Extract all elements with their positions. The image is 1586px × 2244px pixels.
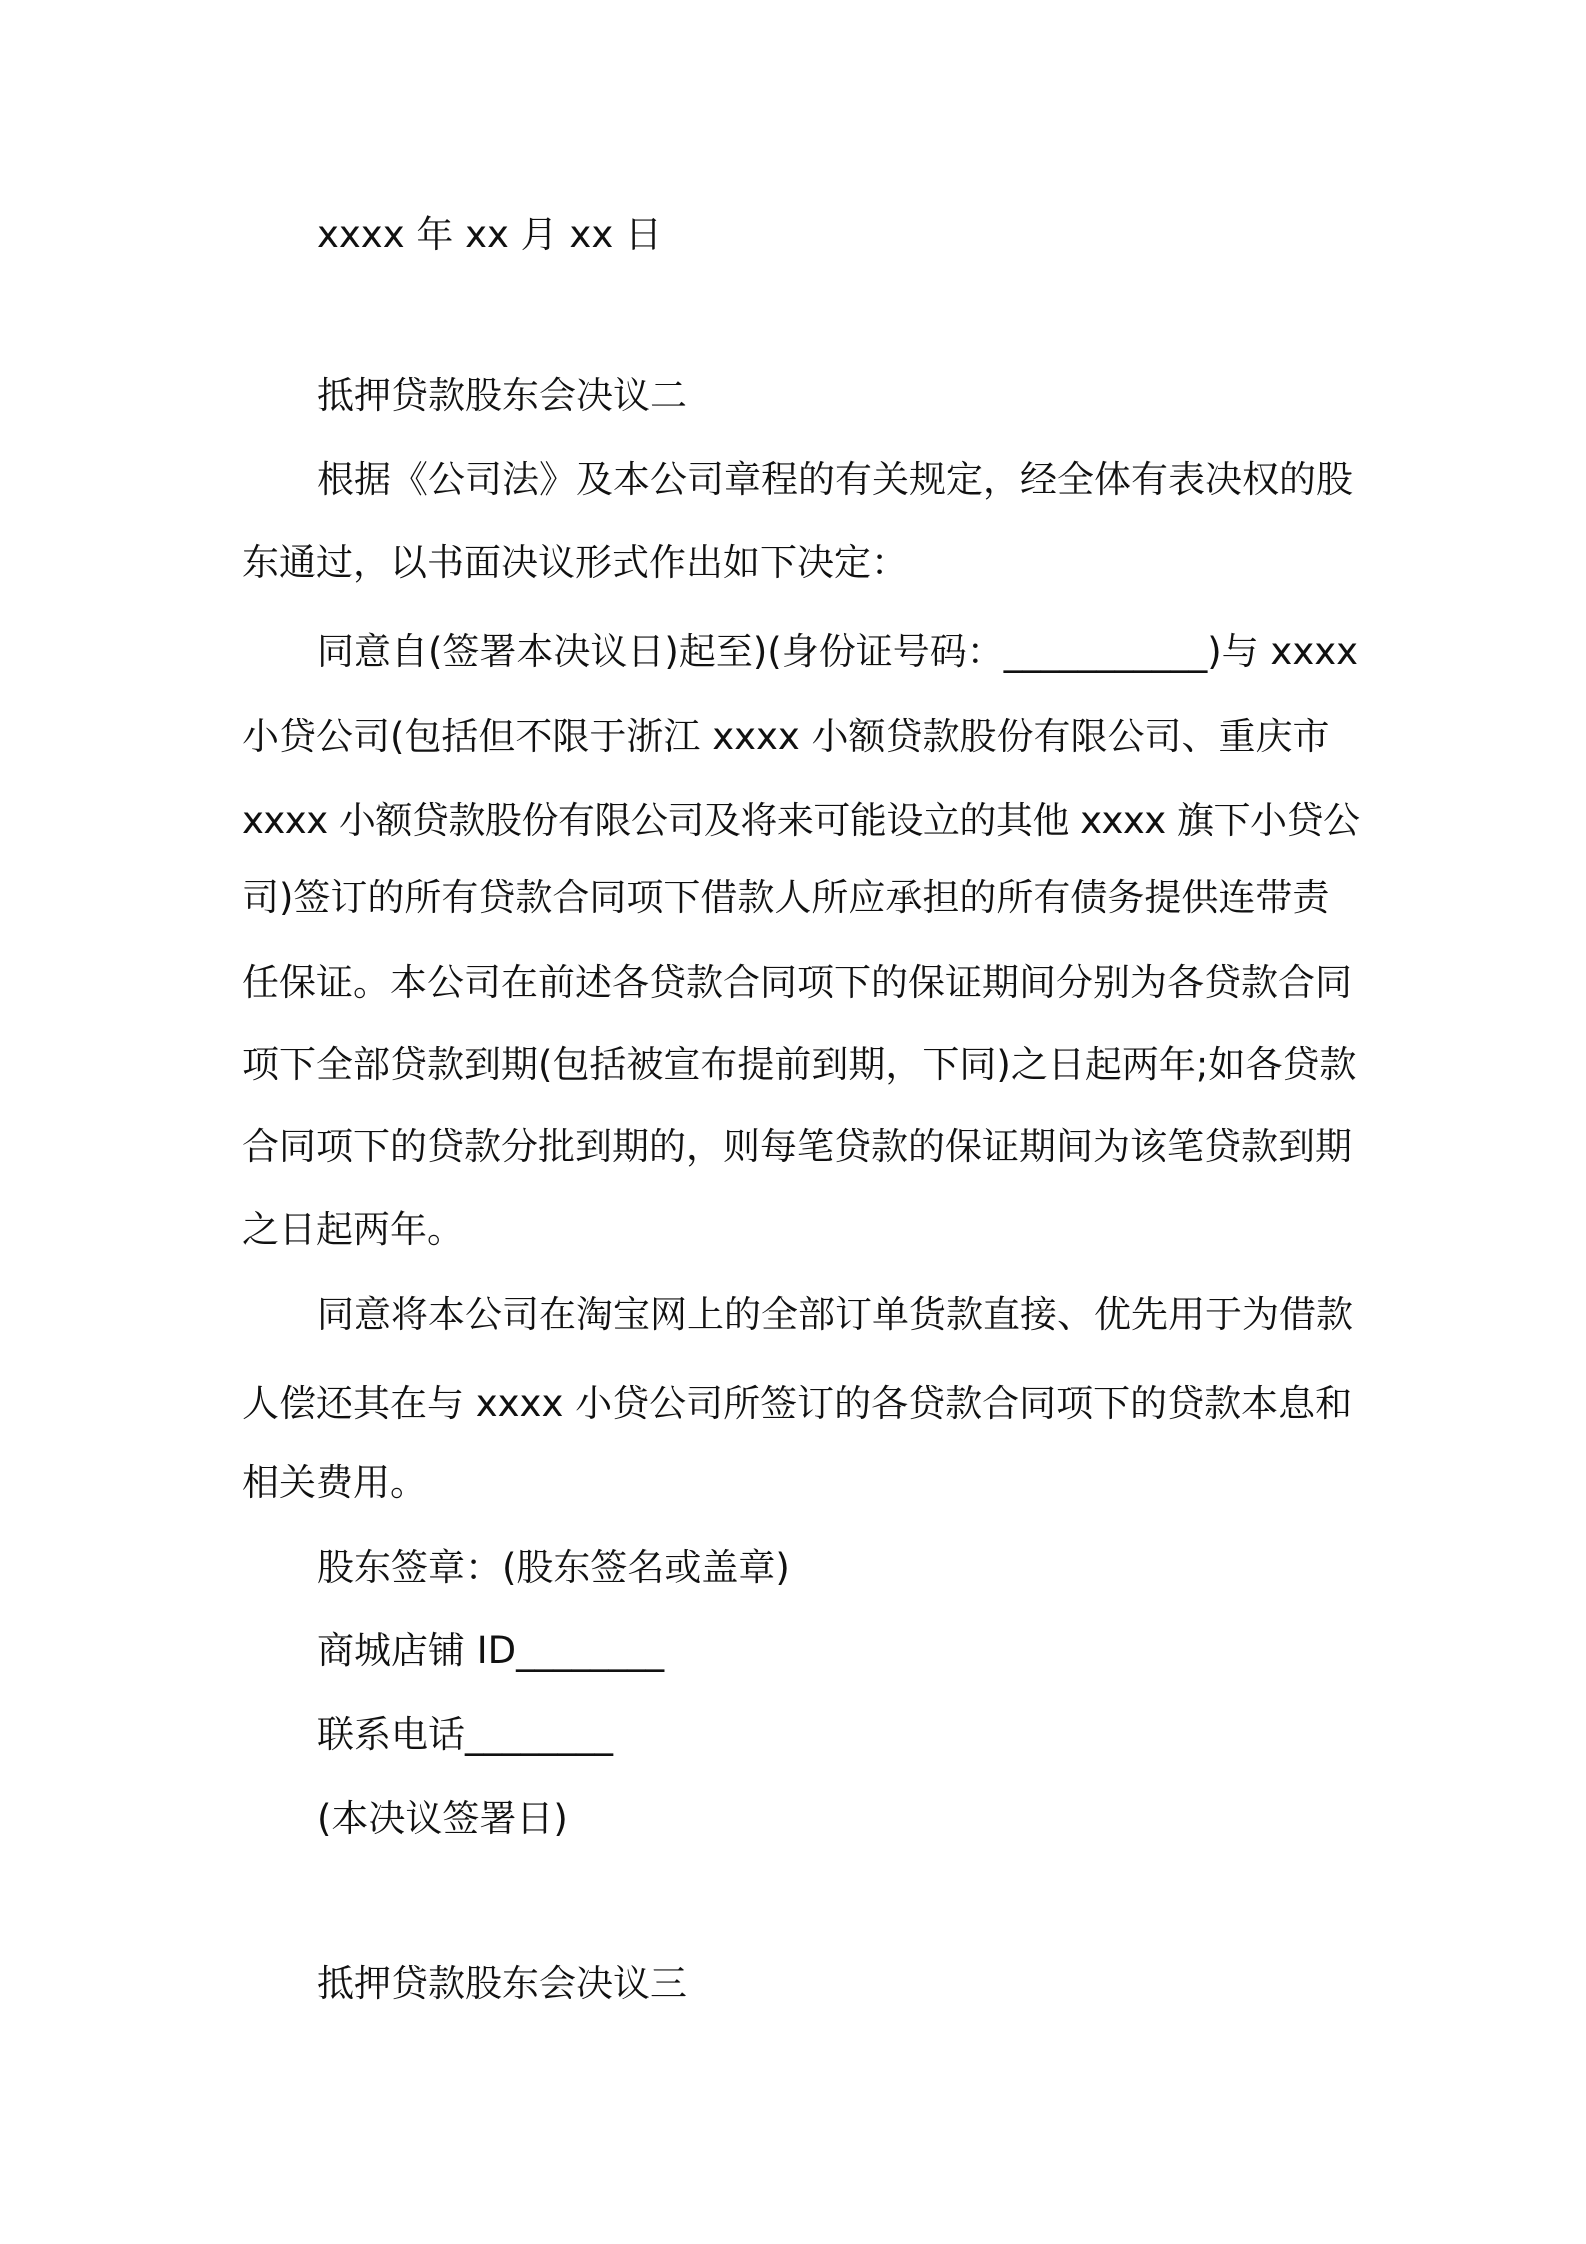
clause1-line-5: 任保证。本公司在前述各贷款合同项下的保证期间分别为各贷款合同 <box>242 961 1352 1004</box>
shop-id-field: 商城店铺 ID________ <box>317 1629 665 1672</box>
signature-line: 股东签章：(股东签名或盖章) <box>317 1546 790 1589</box>
section-title-2: 抵押贷款股东会决议二 <box>317 374 687 417</box>
phone-field: 联系电话________ <box>317 1713 613 1756</box>
intro-line-1: 根据《公司法》及本公司章程的有关规定，经全体有表决权的股 <box>317 458 1353 501</box>
clause2-line-2: 人偿还其在与 xxxx 小贷公司所签订的各贷款合同项下的贷款本息和 <box>242 1382 1353 1425</box>
clause2-line-1: 同意将本公司在淘宝网上的全部订单货款直接、优先用于为借款 <box>317 1293 1353 1336</box>
clause1-line-6: 项下全部贷款到期(包括被宣布提前到期，下同)之日起两年;如各贷款 <box>242 1043 1357 1086</box>
sign-date-line: (本决议签署日) <box>317 1797 568 1840</box>
clause2-line-3: 相关费用。 <box>242 1461 427 1504</box>
clause1-line-4: 司)签订的所有贷款合同项下借款人所应承担的所有债务提供连带责 <box>242 876 1330 919</box>
date-line: xxxx 年 xx 月 xx 日 <box>317 213 662 256</box>
clause1-line-2: 小贷公司(包括但不限于浙江 xxxx 小额贷款股份有限公司、重庆市 <box>242 715 1330 758</box>
clause1-line-8: 之日起两年。 <box>242 1208 464 1251</box>
clause1-line-3: xxxx 小额贷款股份有限公司及将来可能设立的其他 xxxx 旗下小贷公 <box>242 799 1360 842</box>
section-title-3: 抵押贷款股东会决议三 <box>317 1962 687 2005</box>
clause1-line-7: 合同项下的贷款分批到期的，则每笔贷款的保证期间为该笔贷款到期 <box>242 1125 1352 1168</box>
intro-line-2: 东通过，以书面决议形式作出如下决定： <box>242 541 908 584</box>
clause1-line-1: 同意自(签署本决议日)起至)(身份证号码：___________)与 xxxx <box>317 630 1359 673</box>
